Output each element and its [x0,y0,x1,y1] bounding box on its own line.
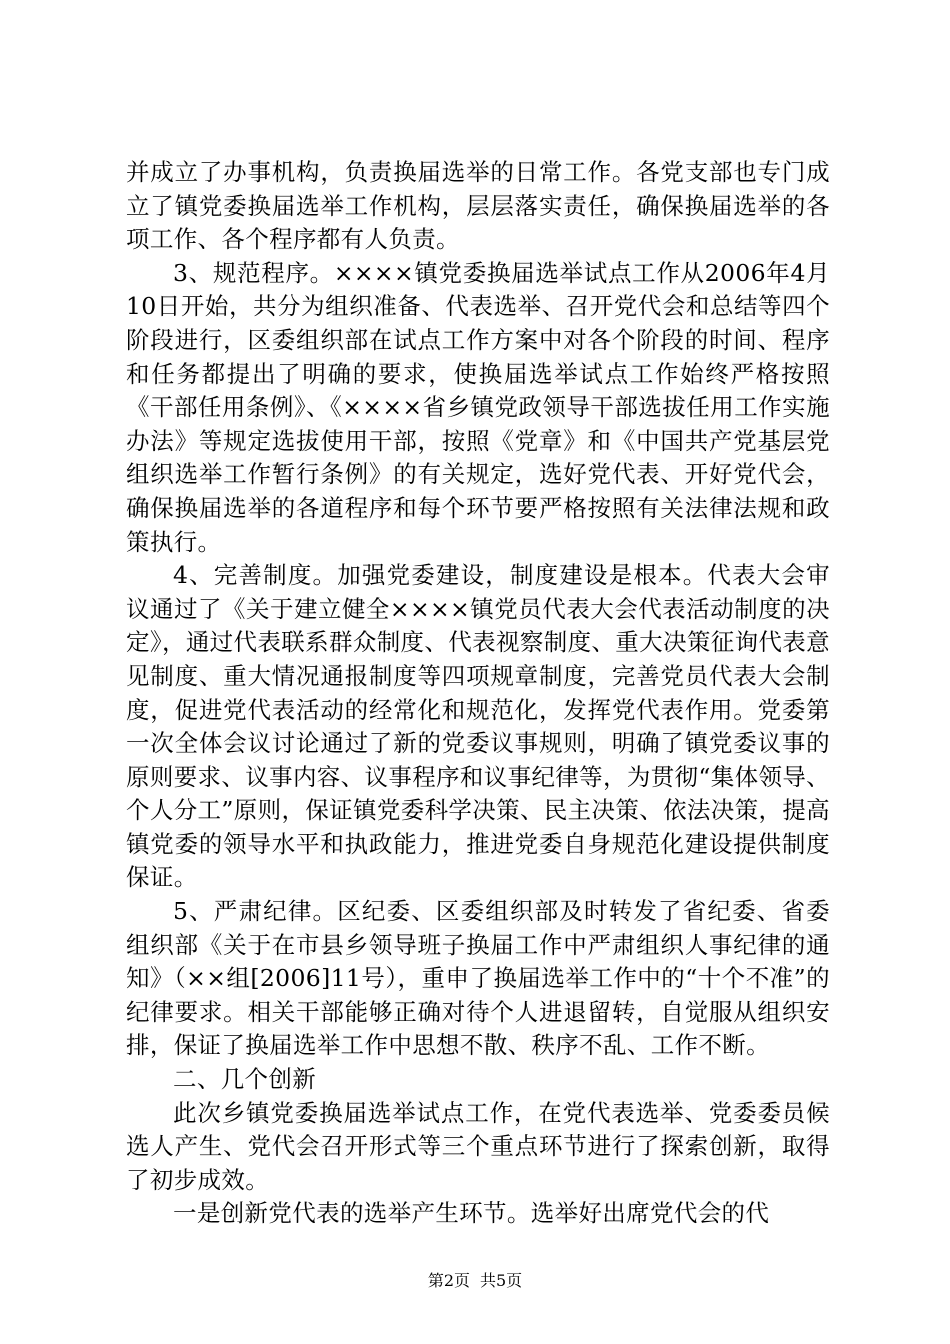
paragraph: 4、完善制度。加强党委建设，制度建设是根本。代表大会审议通过了《关于建立健全××××镇党员代表大会代表活动制度的决定》，通过代表联系群众制度、代表视察制度、重大决策征询代表意见制度、重大情况通报制度等四项规章制度，完善党员代表大会制度，促进党代表活动的经常化和规范化，发挥党代表作用。党委第一次全体会议讨论通过了新的党委议事规则，明确了镇党委议事的原则要求、议事内容、议事程序和议事纪律等，为贯彻“集体领导、个人分工”原则，保证镇党委科学决策、民主决策、依法决策，提高镇党委的领导水平和执政能力，推进党委自身规范化建设提供制度保证。 [126,561,831,892]
section-heading: 二、几个创新 [173,1065,317,1094]
paragraph: 3、规范程序。××××镇党委换届选举试点工作从2006年4月10日开始，共分为组织准备、代表选举、召开党代会和总结等四个阶段进行，区委组织部在试点工作方案中对各个阶段的时间、程序和任务都提出了明确的要求，使换届选举试点工作始终严格按照《干部任用条例》、《××××省乡镇党政领导干部选拔任用工作实施办法》等规定选拔使用干部，按照《党章》和《中国共产党基层党组织选举工作暂行条例》的有关规定，选好党代表、开好党代会，确保换届选举的各道程序和每个环节要严格按照有关法律法规和政策执行。 [126,258,830,556]
page-footer [0,1270,950,1292]
document-body [126,156,830,1231]
paragraph: 并成立了办事机构，负责换届选举的日常工作。各党支部也专门成立了镇党委换届选举工作机构，层层落实责任，确保换届选举的各项工作、各个程序都有人负责。 [126,158,830,254]
page-number: 第2页 [427,1271,470,1290]
paragraph: 一是创新党代表的选举产生环节。选举好出席党代会的代 [173,1199,770,1228]
page-total: 共5页 [480,1271,523,1290]
paragraph: 此次乡镇党委换届选举试点工作，在党代表选举、党委委员候选人产生、党代会召开形式等三个重点环节进行了探索创新，取得了初步成效。 [126,1098,830,1194]
paragraph: 5、严肃纪律。区纪委、区委组织部及时转发了省纪委、省委组织部《关于在市县乡领导班子换届工作中严肃组织人事纪律的通知》（××组[2006]11号），重申了换届选举工作中的“十个不准”的纪律要求。相关干部能够正确对待个人进退留转，自觉服从组织安排，保证了换届选举工作中思想不散、秩序不乱、工作不断。 [126,897,830,1060]
